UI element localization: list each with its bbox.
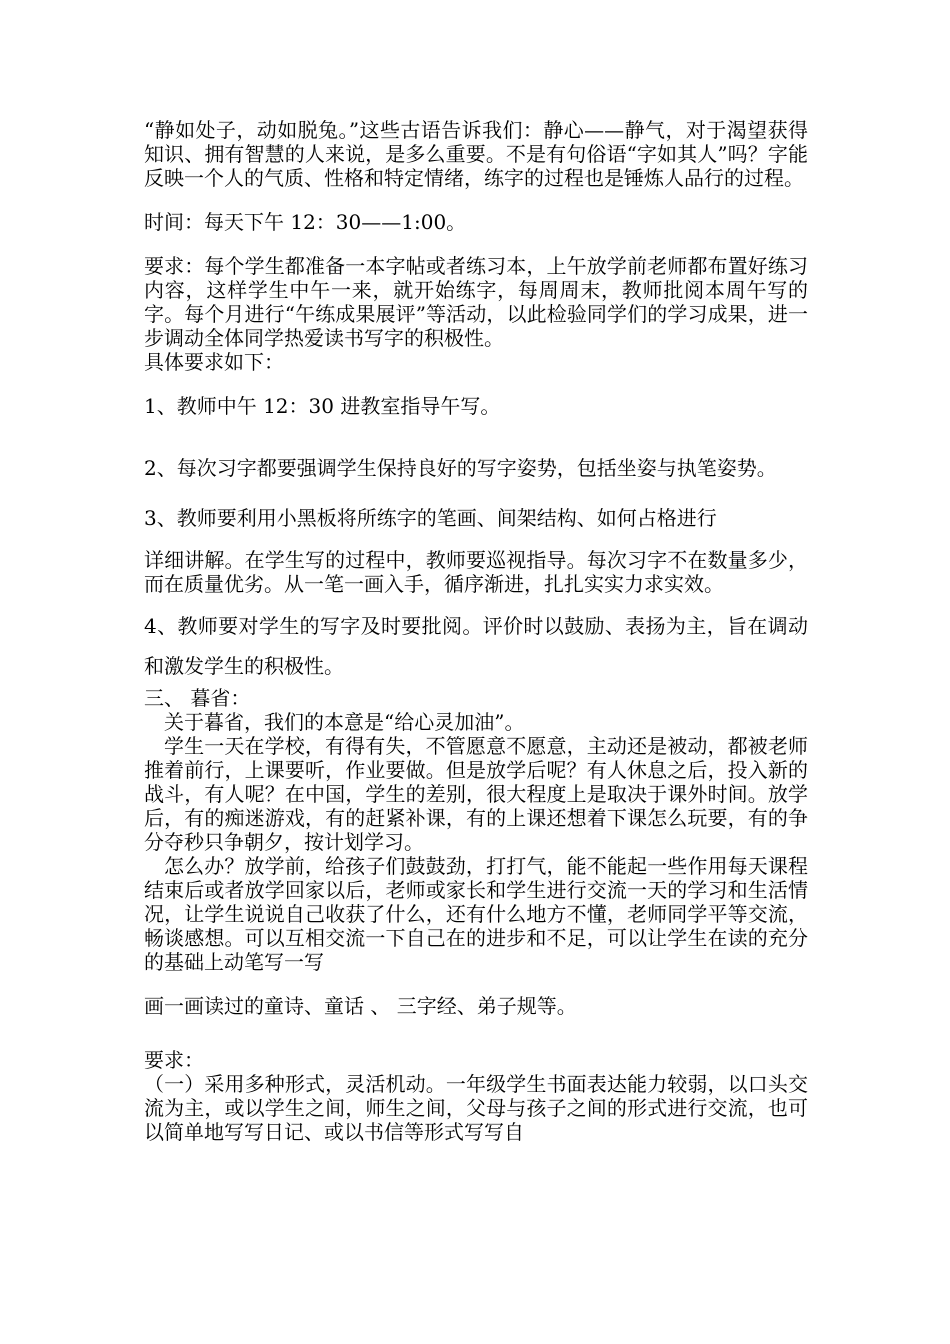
paragraph-evening-how-continued: 画一画读过的童诗、童话 、 三字经、弟子规等。 <box>144 994 577 1018</box>
paragraph-requirement-1: （一）采用多种形式，灵活机动。一年级学生书面表达能力较弱，以口头交流为主，或以学生之间，师生之间，父母与孩子之间的形式进行交流，也可以简单地写写日记、或以书信等形式写写自 <box>144 1072 808 1144</box>
document-page <box>144 118 808 1144</box>
paragraph-requirements: 要求：每个学生都准备一本字帖或者练习本，上午放学前老师都布置好练习内容，这样学生中午一来，就开始练字，每周周末，教师批阅本周午写的字。每个月进行“午练成果展评”等活动，以此检验同学们的学习成果，进一步调动全体同学热爱读书写字的积极性。 <box>144 254 808 350</box>
paragraph-evening-intro: 关于暮省，我们的本意是“给心灵加油”。 <box>164 710 525 734</box>
list-item-1: 1、教师中午 12：30 进教室指导午写。 <box>144 394 501 418</box>
list-item-2: 2、每次习字都要强调学生保持良好的写字姿势，包括坐姿与执笔姿势。 <box>144 456 777 480</box>
paragraph-time: 时间：每天下午 12：30——1:00。 <box>144 210 467 234</box>
paragraph-intro: “静如处子，动如脱兔。”这些古语告诉我们：静心——静气，对于渴望获得知识、拥有智慧的人来说，是多么重要。不是有句俗语“字如其人”吗？字能反映一个人的气质、性格和特定情绪，练字的过程也是锤炼人品行的过程。 <box>144 118 808 190</box>
paragraph-requirements-heading: 要求： <box>144 1048 204 1072</box>
paragraph-specific-heading: 具体要求如下： <box>144 350 284 374</box>
paragraph-evening-body: 学生一天在学校，有得有失，不管愿意不愿意，主动还是被动，都被老师推着前行，上课要听，作业要做。但是放学后呢？有人休息之后，投入新的战斗，有人呢？在中国，学生的差别，很大程度上是取决于课外时间。放学后，有的痴迷游戏，有的赶紧补课，有的上课还想着下课怎么玩要，有的争分夺秒只争朝夕，按计划学习。 <box>144 734 808 854</box>
section-heading-evening: 三、 暮省： <box>144 686 251 710</box>
paragraph-evening-how: 怎么办？放学前，给孩子们鼓鼓劲，打打气，能不能起一些作用每天课程结束后或者放学回家以后，老师或家长和学生进行交流一天的学习和生活情况，让学生说说自己收获了什么，还有什么地方不懂，老师同学平等交流，畅谈感想。可以互相交流一下自己在的进步和不足，可以让学生在读的充分的基础上动笔写一写 <box>144 854 808 974</box>
list-item-4: 4、教师要对学生的写字及时要批阅。评价时以鼓励、表扬为主，旨在调动和激发学生的积极性。 <box>144 614 808 678</box>
list-item-3: 3、教师要利用小黑板将所练字的笔画、间架结构、如何占格进行 <box>144 506 717 530</box>
list-item-3-continued: 详细讲解。在学生写的过程中，教师要巡视指导。每次习字不在数量多少，而在质量优劣。从一笔一画入手，循序渐进，扎扎实实力求实效。 <box>144 548 808 596</box>
